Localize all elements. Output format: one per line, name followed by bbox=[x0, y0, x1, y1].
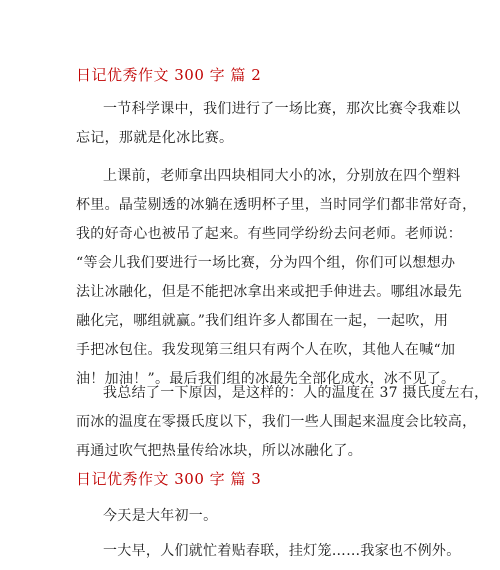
paragraph-line: 我的好奇心也被吊了起来。有些同学纷纷去问老师。老师说： bbox=[76, 226, 463, 242]
paragraph-line: 一节科学课中，我们进行了一场比赛，那次比赛令我难以 bbox=[103, 101, 461, 117]
paragraph-line: 一大早，人们就忙着贴春联，挂灯笼……我家也不例外。 bbox=[103, 543, 461, 559]
paragraph-line: 再通过吹气把热量传给冰块，所以冰融化了。 bbox=[76, 443, 362, 459]
paragraph-line: 杯里。晶莹剔透的冰躺在透明杯子里，当时同学们都非常好奇， bbox=[76, 197, 477, 213]
paragraph-line: 手把冰包住。我发现第三组只有两个人在吹，其他人在喊“加 bbox=[76, 342, 456, 358]
paragraph-line: 我总结了一下原因，是这样的：人的温度在 37 摄氏度左右， bbox=[103, 385, 489, 401]
paragraph-1 bbox=[76, 99, 461, 157]
paragraph-line: 法让冰融化，但是不能把冰拿出来或把手伸进去。哪组冰最先 bbox=[76, 284, 463, 300]
paragraph-line: “等会儿我们要进行一场比赛，分为四个组，你们可以想想办 bbox=[76, 255, 456, 271]
paragraph-line: 融化完，哪组就赢。”我们组许多人都围在一起，一起吹，用 bbox=[76, 313, 449, 329]
paragraph-line: 今天是大年初一。 bbox=[103, 508, 218, 524]
section-heading-2: 日记优秀作文 300 字 篇 2 bbox=[76, 66, 262, 84]
paragraph-line: 而冰的温度在零摄氏度以下，我们一些人围起来温度会比较高， bbox=[76, 414, 477, 430]
paragraph-3 bbox=[76, 383, 489, 470]
paragraph-line: 上课前，老师拿出四块相同大小的冰，分别放在四个塑料 bbox=[103, 168, 461, 184]
paragraph-line: 忘记，那就是化冰比赛。 bbox=[76, 130, 234, 146]
paragraph-line: 油！加油！”。最后我们组的冰最先全部化成水，冰不见了。 bbox=[76, 371, 456, 387]
paragraph-4 bbox=[76, 506, 436, 535]
paragraph-2 bbox=[76, 166, 477, 398]
section-heading-3: 日记优秀作文 300 字 篇 3 bbox=[76, 470, 262, 488]
